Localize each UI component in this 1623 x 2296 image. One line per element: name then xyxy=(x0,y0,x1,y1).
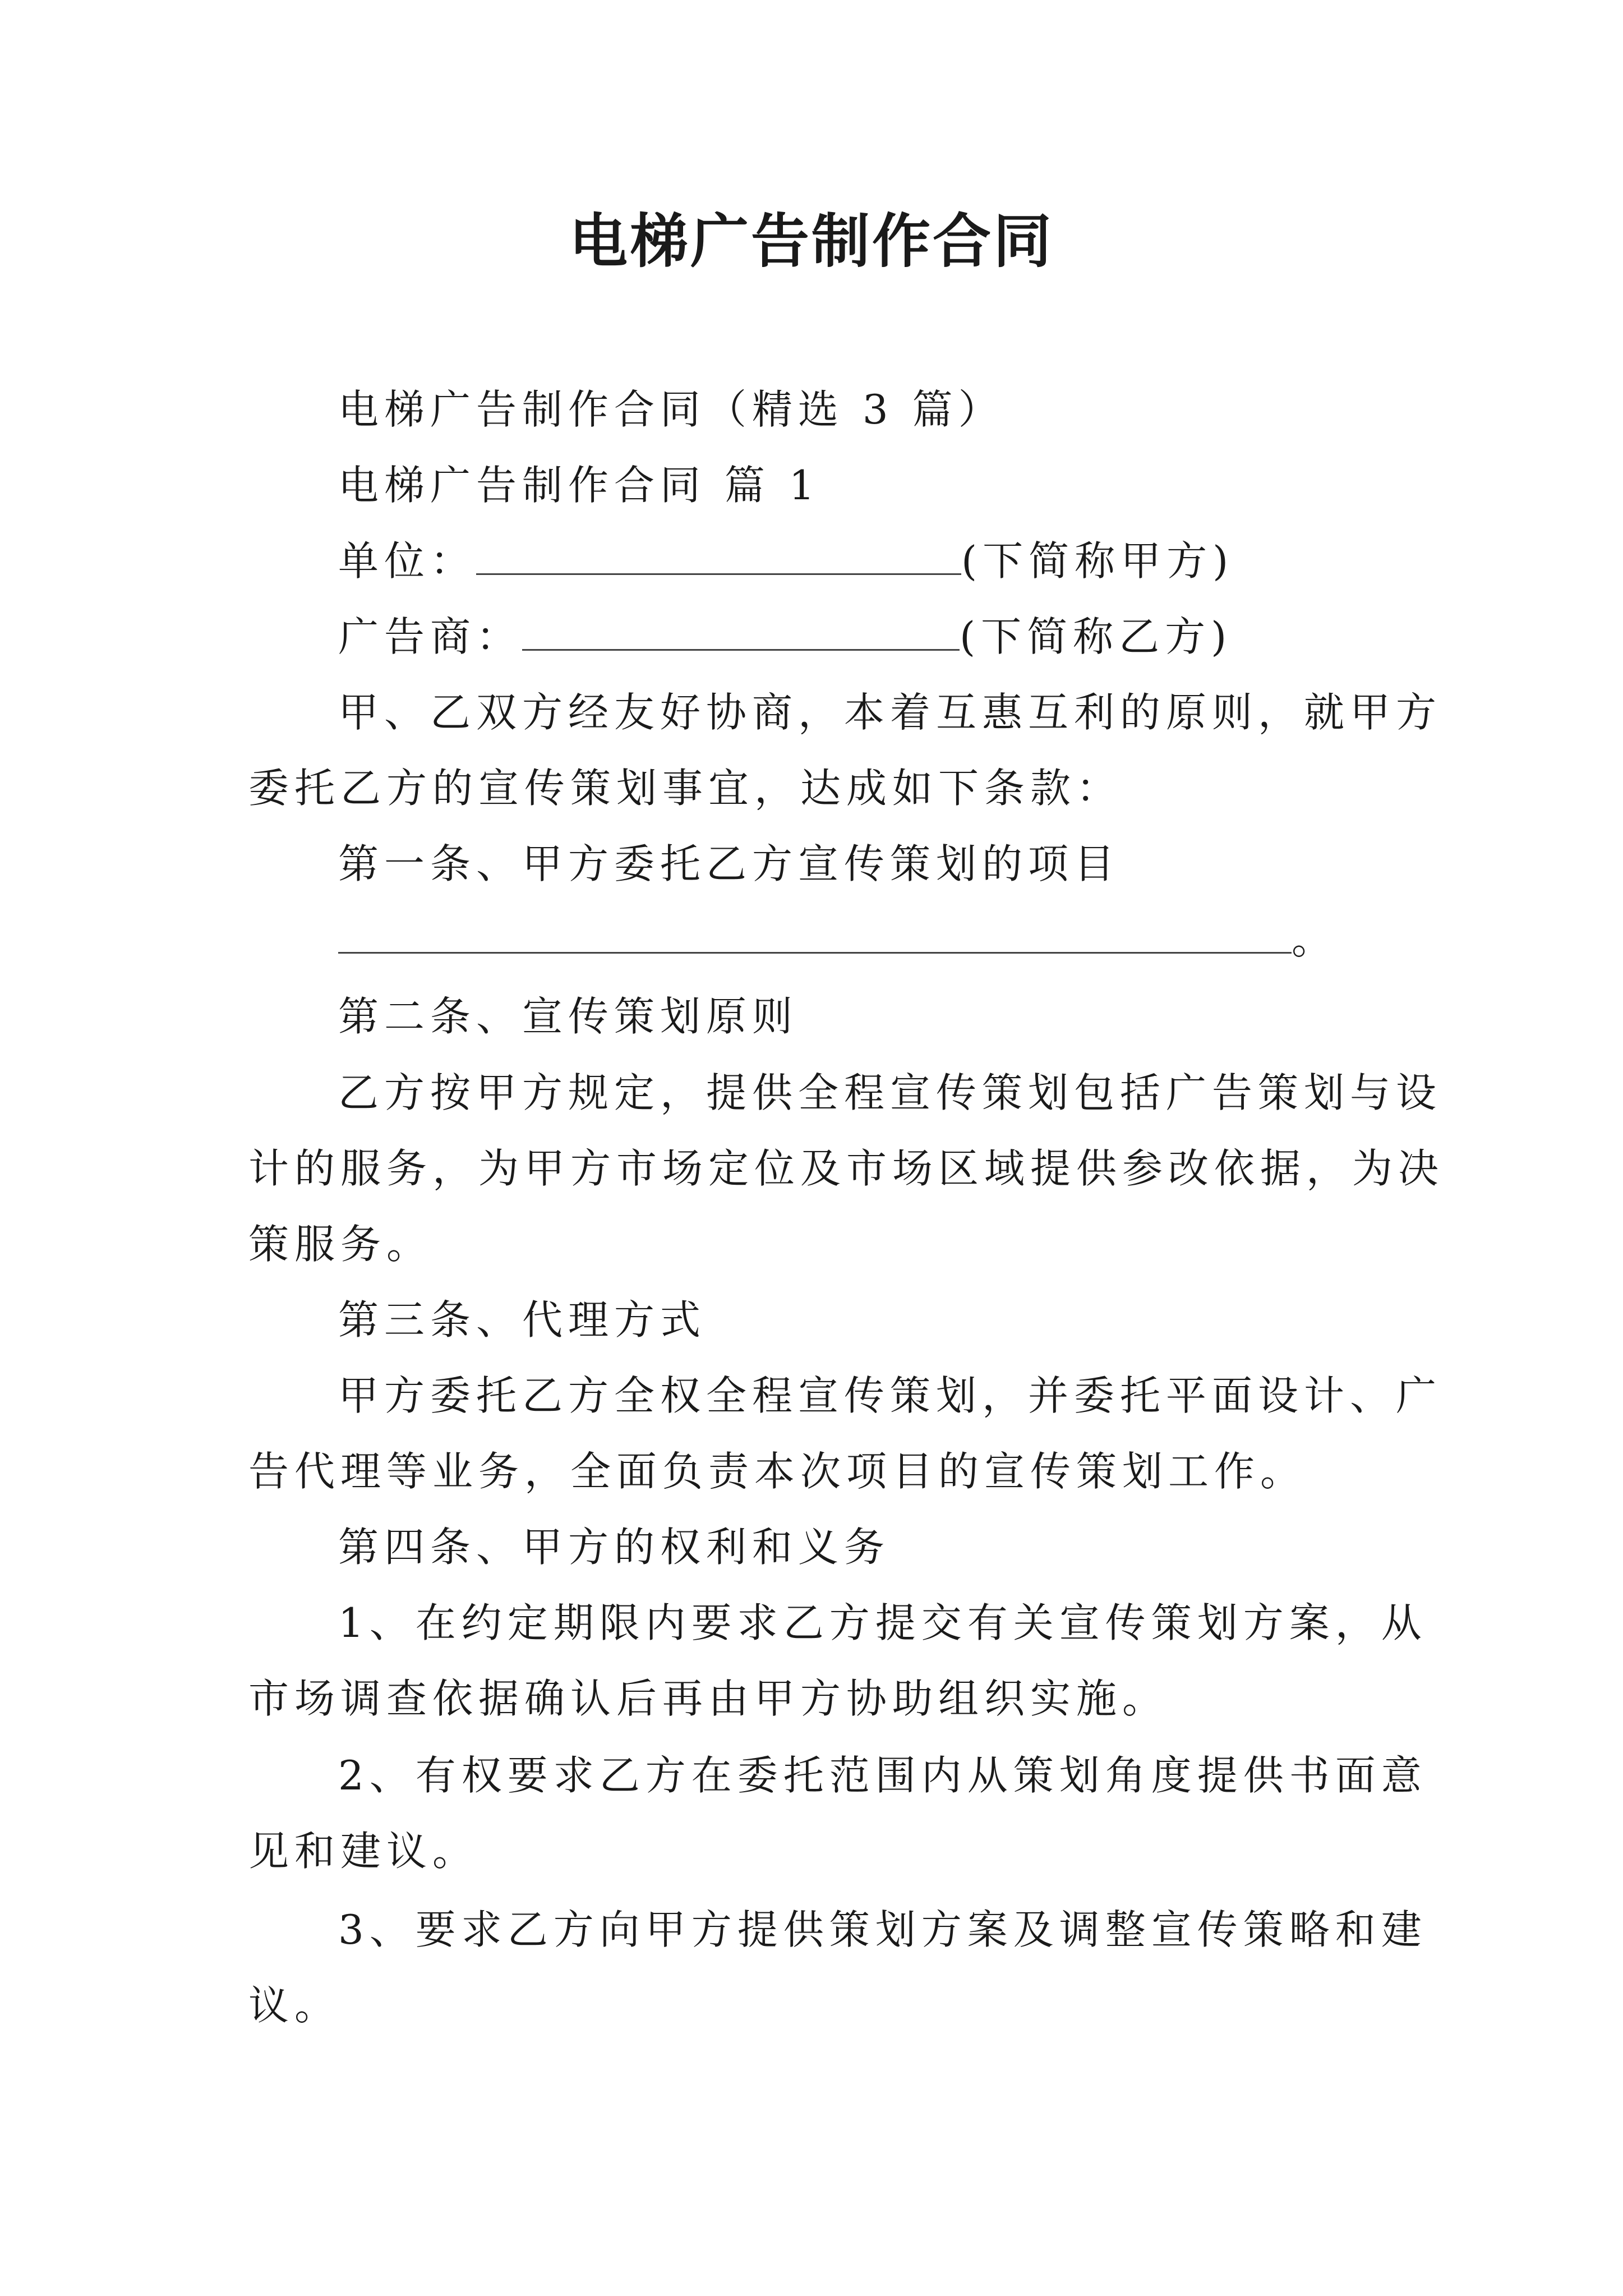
list-item-line: 见和建议。 xyxy=(248,1828,479,1875)
article-heading: 第三条、代理方式 xyxy=(338,1296,707,1343)
party-a-suffix: (下简称甲方) xyxy=(961,537,1234,585)
intro-paragraph-line: 委托乙方的宣传策划事宜，达成如下条款： xyxy=(248,765,1123,812)
article1-blank xyxy=(338,917,1292,954)
article1-end: 。 xyxy=(1292,916,1338,963)
article-paragraph-line: 甲方委托乙方全权全程宣传策划，并委托平面设计、广 xyxy=(338,1372,1442,1419)
article-heading: 第四条、甲方的权利和义务 xyxy=(338,1524,891,1571)
party-b-blank xyxy=(522,614,960,651)
list-item-line: 1、在约定期限内要求乙方提交有关宣传策划方案，从 xyxy=(338,1599,1427,1646)
party-b-label: 广告商： xyxy=(338,613,523,660)
party-a-line xyxy=(338,533,1234,589)
section-heading: 电梯广告制作合同 篇 1 xyxy=(338,462,820,509)
party-a-blank xyxy=(476,539,961,575)
article-paragraph-line: 计的服务，为甲方市场定位及市场区域提供参改依据，为决 xyxy=(248,1145,1445,1192)
party-b-line xyxy=(338,609,1232,665)
document-subtitle: 电梯广告制作合同（精选 3 篇） xyxy=(338,386,1004,433)
intro-paragraph-line: 甲、乙双方经友好协商，本着互惠互利的原则，就甲方 xyxy=(338,689,1442,736)
article1-blank-line xyxy=(338,912,1338,968)
party-b-suffix: (下简称乙方) xyxy=(960,613,1233,660)
list-item-line: 议。 xyxy=(248,1982,341,2029)
party-a-label: 单位： xyxy=(338,537,477,585)
article-paragraph-line: 乙方按甲方规定，提供全程宣传策划包括广告策划与设 xyxy=(338,1069,1442,1116)
article-paragraph-line: 告代理等业务，全面负责本次项目的宣传策划工作。 xyxy=(248,1448,1307,1495)
article-paragraph-line: 策服务。 xyxy=(248,1221,433,1268)
article-heading: 第一条、甲方委托乙方宣传策划的项目 xyxy=(338,840,1121,887)
list-item-line: 2、有权要求乙方在委托范围内从策划角度提供书面意 xyxy=(338,1752,1427,1799)
list-item-line: 3、要求乙方向甲方提供策划方案及调整宣传策略和建 xyxy=(338,1906,1427,1953)
article-heading: 第二条、宣传策划原则 xyxy=(338,993,799,1040)
document-title: 电梯广告制作合同 xyxy=(569,207,1054,275)
list-item-line: 市场调查依据确认后再由甲方协助组织实施。 xyxy=(248,1675,1169,1722)
